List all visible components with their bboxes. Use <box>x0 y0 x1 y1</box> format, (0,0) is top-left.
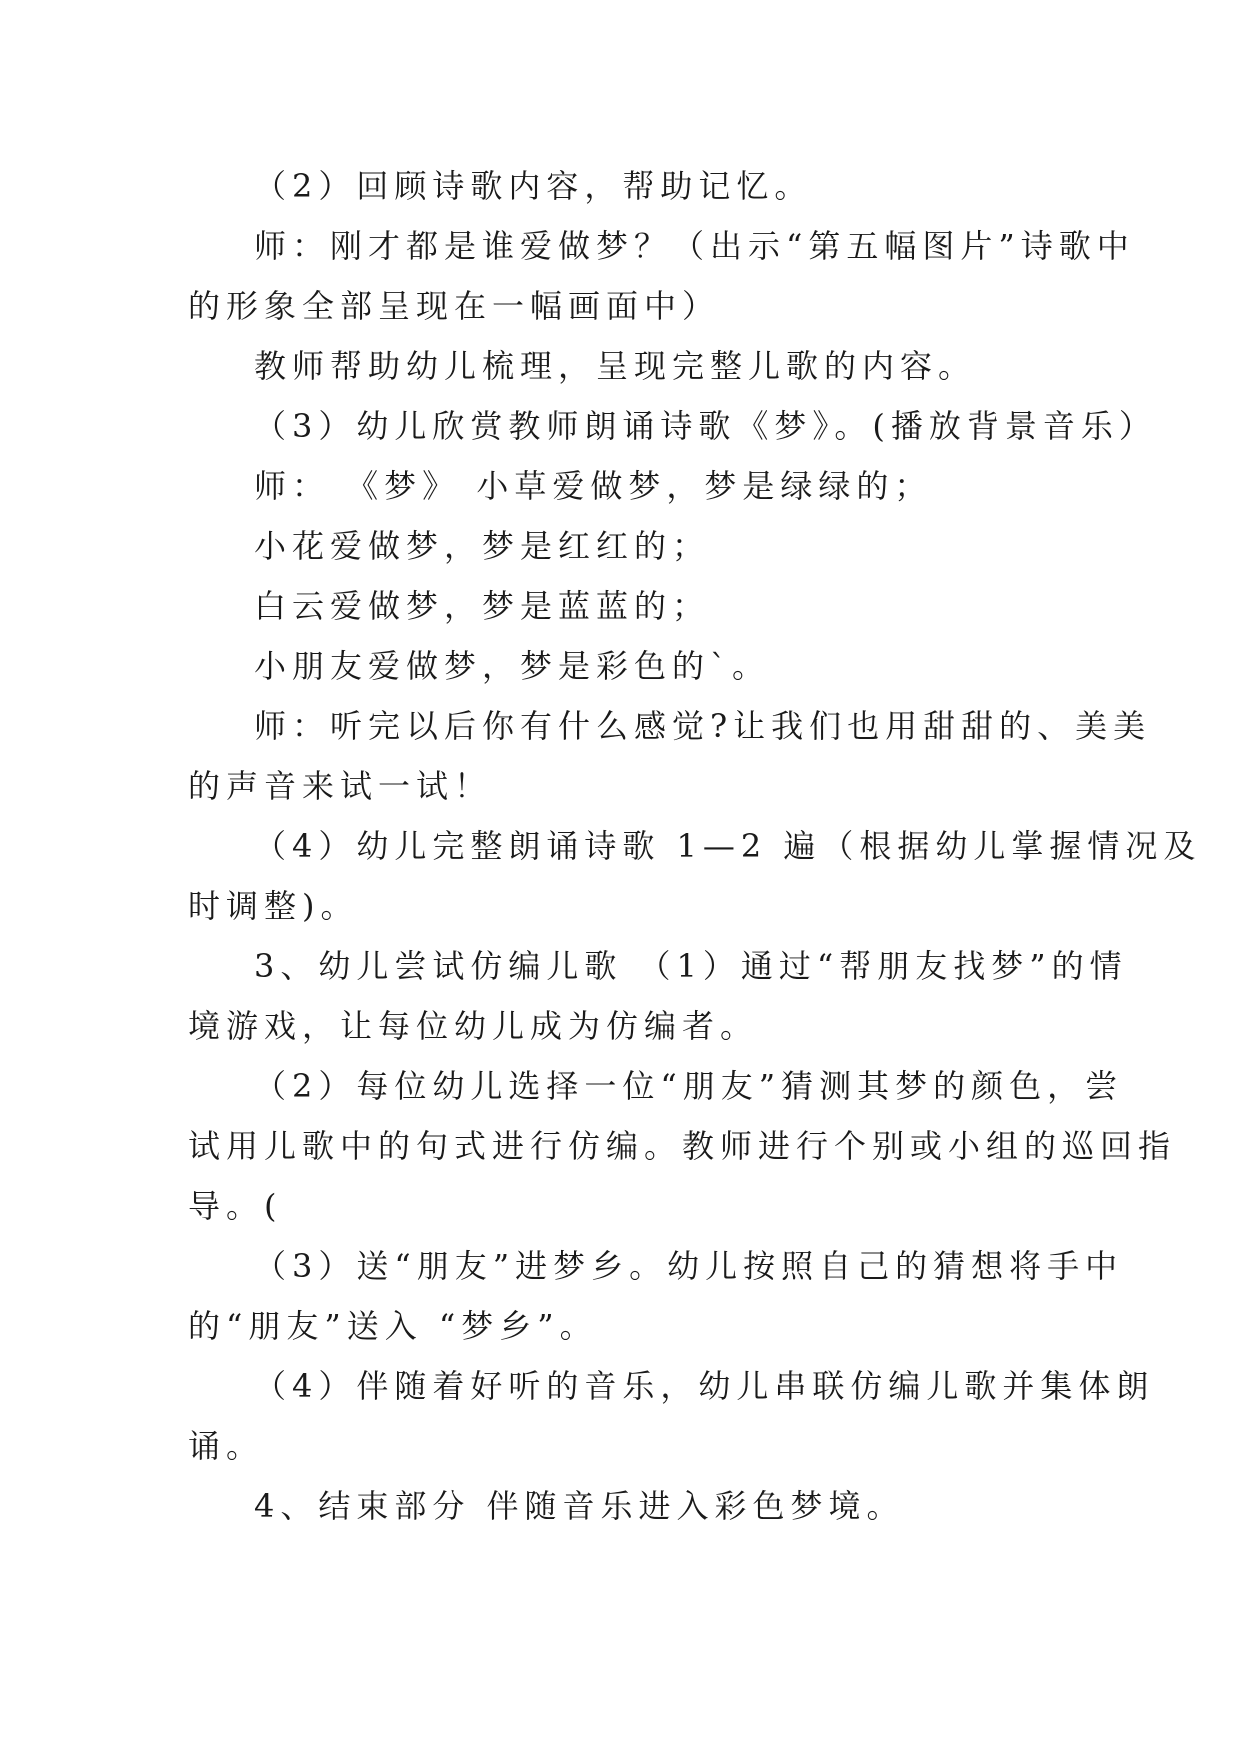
text-line: 师：刚才都是谁爱做梦？（出示“第五幅图片”诗歌中 <box>254 227 1135 265</box>
text-line: （3）幼儿欣赏教师朗诵诗歌《梦》。(播放背景音乐） <box>254 407 1157 445</box>
text-line: （2）回顾诗歌内容，帮助记忆。 <box>254 167 813 205</box>
text-line: 时调整)。 <box>188 887 359 925</box>
text-line: （4）伴随着好听的音乐，幼儿串联仿编儿歌并集体朗 <box>254 1367 1155 1405</box>
text-line: 的形象全部呈现在一幅画面中） <box>188 287 721 325</box>
text-line: 师： 《梦》 小草爱做梦，梦是绿绿的； <box>254 467 933 505</box>
text-line: 教师帮助幼儿梳理，呈现完整儿歌的内容。 <box>254 347 977 385</box>
text-line: 白云爱做梦，梦是蓝蓝的； <box>254 587 711 625</box>
text-line: （4）幼儿完整朗诵诗歌 1—2 遍（根据幼儿掌握情况及 <box>254 827 1202 865</box>
text-line: 的声音来试一试！ <box>188 767 493 805</box>
text-line: 试用儿歌中的句式进行仿编。教师进行个别或小组的巡回指 <box>188 1127 1177 1165</box>
text-line: 小朋友爱做梦，梦是彩色的`。 <box>254 647 771 685</box>
text-line: 4、结束部分 伴随音乐进入彩色梦境。 <box>254 1487 905 1525</box>
text-line: （2）每位幼儿选择一位“朋友”猜测其梦的颜色，尝 <box>254 1067 1124 1105</box>
text-line: 境游戏，让每位幼儿成为仿编者。 <box>188 1007 759 1045</box>
text-line: 诵。 <box>188 1427 265 1465</box>
text-line: 3、幼儿尝试仿编儿歌 （1）通过“帮朋友找梦”的情 <box>254 947 1128 985</box>
text-line: 师：听完以后你有什么感觉?让我们也用甜甜的、美美 <box>254 707 1152 745</box>
text-line: 的“朋友”送入 “梦乡”。 <box>188 1307 598 1345</box>
text-line: 导。( <box>188 1187 283 1225</box>
text-line: 小花爱做梦，梦是红红的； <box>254 527 711 565</box>
text-line: （3）送“朋友”进梦乡。幼儿按照自己的猜想将手中 <box>254 1247 1124 1285</box>
